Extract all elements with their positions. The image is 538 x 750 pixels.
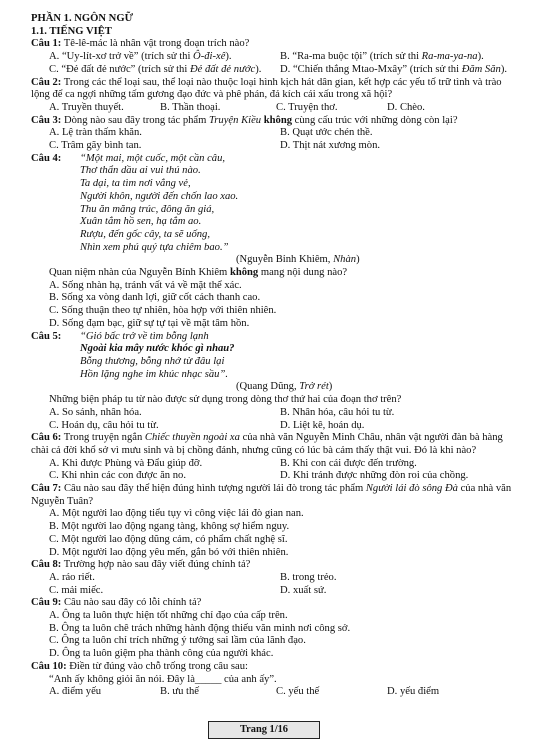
option-b[interactable]: B. Sống xa vòng danh lợi, giữ cốt cách thanh cao. — [49, 292, 261, 304]
option-c[interactable] — [49, 64, 280, 77]
question-number: Câu 3: — [31, 114, 62, 126]
option-c[interactable]: C. yếu thế — [276, 686, 320, 698]
option-b[interactable] — [280, 51, 518, 64]
option-d[interactable]: D. yếu điểm — [387, 686, 440, 698]
question-stem: cùng cấu trúc với những dòng còn lại? — [292, 114, 458, 126]
option-a[interactable]: A. điểm yếu — [49, 686, 102, 698]
poem-source — [31, 381, 518, 394]
option-b[interactable]: B. Thần thoại. — [160, 101, 221, 113]
question-3 — [31, 115, 518, 128]
poem-line-highlighted: Ngoài kia mây nước khóc gì nhau? — [80, 343, 235, 355]
option-a[interactable]: A. Khi được Phùng và Đẩu giúp đỡ. — [49, 457, 203, 469]
emphasis: không — [229, 267, 259, 279]
question-stem: Trường hợp nào sau đây viết đúng chính tả? — [61, 559, 251, 571]
source-title: Nhàn — [333, 254, 357, 266]
question-stem: của nhà văn Nguyễn Minh Châu, nhân vật người đàn bà hàng chài cả đời khổ sở vì mưu sinh và bị chồng đánh, nhưng cũng có lúc bà cảm thấy thật vui. Đó là khi nào? — [31, 432, 503, 456]
question-8 — [31, 559, 518, 572]
option-italic: Ô-đi-xê — [193, 51, 226, 63]
options-3 — [31, 127, 518, 152]
option-a[interactable] — [49, 51, 280, 64]
option-a[interactable]: A. Ông ta luôn thực hiện tốt những chỉ đạo của cấp trên. — [49, 610, 288, 622]
question-stem: của nhà văn Nguyễn Tuân? — [31, 483, 512, 507]
option-a[interactable]: A. Truyền thuyết. — [49, 101, 124, 113]
question-number: Câu 1: — [31, 38, 62, 50]
question-number: Câu 8: — [31, 559, 62, 571]
question-stem: Trong các thể loại sau, thể loại nào thuộc loại hình kịch hát dân gian, kết hợp các yếu tố trữ tình và trào lộng để ca ngợi những tấm gương đạo đức và phê phán, đả kích cái xấu trong xã hội? — [31, 76, 502, 101]
option-c[interactable]: C. Sống thuận theo tự nhiên, hòa hợp với thiên nhiên. — [49, 305, 277, 317]
question-stem: Tê-lê-mác là nhân vật trong đoạn trích nào? — [61, 38, 250, 50]
option-c[interactable]: C. Một người lao động dũng cảm, có phẩm chất nghệ sĩ. — [49, 533, 288, 545]
question-stem-4 — [31, 267, 518, 280]
work-title: Chiếc thuyền ngoài xa — [144, 432, 240, 444]
option-b[interactable]: B. Khi con cái được đến trường. — [280, 457, 417, 469]
option-d[interactable] — [280, 64, 518, 77]
question-stem-5: Những biện pháp tu từ nào được sử dụng trong dòng thơ thứ hai của đoạn thơ trên? — [49, 394, 402, 406]
question-stem: Quan niệm nhàn của Nguyễn Bỉnh Khiêm — [49, 267, 230, 279]
poem-5 — [31, 343, 518, 381]
question-4 — [31, 153, 518, 166]
options-8 — [31, 572, 518, 597]
question-stem: mang nội dung nào? — [258, 267, 348, 279]
option-d[interactable]: D. Khi tránh được những đòn roi của chồng. — [280, 470, 469, 482]
option-a[interactable]: A. Một người lao động tiểu tụy vì công việc lái đò gian nan. — [49, 508, 304, 520]
question-stem: Trong truyện ngắn — [61, 432, 145, 444]
question-number: Câu 9: — [31, 597, 62, 609]
option-text: ). — [225, 51, 232, 63]
poem-line: “Gió bấc trở về tìm bỗng lạnh — [80, 330, 209, 342]
work-title: Người lái đò sông Đà — [365, 483, 458, 495]
options-1 — [31, 51, 518, 76]
question-number: Câu 6: — [31, 432, 62, 444]
options-2 — [31, 102, 518, 115]
option-c[interactable]: C. Truyện thơ. — [276, 101, 338, 113]
option-b[interactable]: B. ưu thế — [160, 686, 199, 698]
page-number-footer: Trang 1/16 — [208, 721, 320, 739]
question-stem: Câu nào sau đây thể hiện đúng hình tượng người lái đò trong tác phẩm — [61, 483, 366, 495]
question-7 — [31, 483, 518, 508]
question-number: Câu 7: — [31, 483, 62, 495]
poem-line: Thu ăn măng trúc, đông ăn giá, — [80, 203, 215, 215]
part-title: PHẦN 1. NGÔN NGỮ — [31, 13, 134, 24]
question-number: Câu 10: — [31, 660, 67, 672]
question-stem: Dòng nào sau đây trong tác phẩm — [61, 114, 209, 126]
question-5 — [31, 331, 518, 344]
poem-line: Ta dại, ta tìm nơi vắng vẻ, — [80, 178, 191, 190]
question-10 — [31, 661, 518, 674]
option-c[interactable]: C. mải miếc. — [49, 584, 104, 596]
source-text: ) — [328, 381, 333, 393]
option-d[interactable]: D. Thịt nát xương mòn. — [280, 140, 381, 152]
option-a[interactable]: A. Lệ tràn thấm khăn. — [49, 127, 142, 139]
option-italic: Đẻ đất đẻ nước — [189, 63, 256, 75]
poem-line: Bỗng thương, bỗng nhớ từ đâu lại — [80, 355, 225, 367]
option-a[interactable]: A. ráo riết. — [49, 571, 95, 583]
poem-line: Nhìn xem phú quý tựa chiêm bao.” — [80, 241, 229, 253]
option-text: ). — [500, 63, 508, 75]
option-italic: Ra-ma-ya-na — [421, 51, 478, 63]
option-text: C. “Đẻ đất đẻ nước” (trích sử thi — [49, 63, 190, 75]
source-text: ) — [356, 254, 360, 266]
question-2 — [31, 77, 518, 102]
option-text: ). — [477, 51, 484, 63]
option-text: D. “Chiến thắng Mtao-Mxây” (trích sử thi — [280, 63, 462, 75]
poem-line: Rượu, đến gốc cây, ta sẽ uống, — [80, 228, 210, 240]
question-9 — [31, 597, 518, 610]
option-d[interactable]: D. Chèo. — [387, 101, 425, 113]
option-b[interactable]: B. Quạt ước chén thề. — [280, 127, 373, 139]
poem-line: Hồn lặng nghe im khúc nhạc sầu”. — [80, 368, 229, 380]
poem-line: Xuân tắm hồ sen, hạ tắm ao. — [80, 216, 202, 228]
option-a[interactable]: A. Sống nhàn hạ, tránh vất vả về mặt thể xác. — [49, 279, 242, 291]
poem-line: Thơ thẩn dầu ai vui thú nào. — [80, 165, 201, 177]
question-stem: Câu nào sau đây có lỗi chính tả? — [61, 597, 202, 609]
option-d[interactable]: D. Một người lao động yêu mến, gắn bó với thiên nhiên. — [49, 546, 289, 558]
question-number: Câu 2: — [31, 76, 62, 88]
poem-source — [31, 254, 518, 267]
section-title: 1.1. TIẾNG VIỆT — [31, 25, 112, 37]
question-1 — [31, 38, 518, 51]
source-text: (Quang Dũng, — [236, 381, 300, 393]
options-6 — [31, 458, 518, 483]
option-d[interactable]: D. Liệt kê, hoán dụ. — [280, 419, 365, 431]
work-title: Truyện Kiều — [209, 114, 262, 126]
option-c[interactable]: C. Ông ta luôn chỉ trích những ý tưởng sai lầm của lãnh đạo. — [49, 635, 306, 647]
option-c[interactable]: C. Khi nhìn các con được ăn no. — [49, 470, 186, 482]
poem-line: “Một mai, một cuốc, một cần câu, — [80, 152, 226, 164]
option-italic: Đăm Săn — [461, 63, 501, 75]
option-b[interactable]: B. trong trẻo. — [280, 571, 337, 583]
question-number: Câu 4: — [31, 152, 62, 164]
option-c[interactable]: C. Trâm gãy bình tan. — [49, 140, 142, 152]
poem-line: Người khôn, người đến chốn lao xao. — [80, 190, 239, 202]
question-stem: Điền từ đúng vào chỗ trống trong câu sau: — [66, 660, 248, 672]
option-b[interactable]: B. Ông ta luôn chê trách những hành động thiếu văn minh nơi công sở. — [49, 622, 351, 634]
options-5 — [31, 407, 518, 432]
option-d[interactable]: D. xuất sứ. — [280, 584, 327, 596]
emphasis: không — [263, 114, 293, 126]
source-text: (Nguyễn Bỉnh Khiêm, — [236, 254, 334, 266]
option-text: A. “Uy-lít-xơ trở về” (trích sử thi — [49, 51, 194, 63]
question-quote: “Anh ấy không giỏi ăn nói. Đây là_____ của anh ấy”. — [49, 673, 277, 685]
option-d[interactable]: D. Sống đạm bạc, giữ sự tự tại về mặt tâm hồn. — [49, 317, 250, 329]
option-b[interactable]: B. Nhân hóa, câu hỏi tu từ. — [280, 406, 395, 418]
source-title: Trở rét — [299, 381, 329, 393]
option-c[interactable]: C. Hoán dụ, câu hỏi tu từ. — [49, 419, 159, 431]
option-a[interactable]: A. So sánh, nhân hóa. — [49, 406, 142, 418]
option-d[interactable]: D. Ông ta luôn giệm pha thành công của người khác. — [49, 648, 274, 660]
option-text: ). — [255, 63, 262, 75]
option-text: B. “Ra-ma buộc tội” (trích sử thi — [280, 51, 422, 63]
question-number: Câu 5: — [31, 330, 62, 342]
options-10 — [31, 686, 518, 699]
poem-4 — [31, 165, 518, 254]
question-6 — [31, 432, 518, 457]
option-b[interactable]: B. Một người lao động ngang tàng, không sợ hiểm nguy. — [49, 521, 290, 533]
